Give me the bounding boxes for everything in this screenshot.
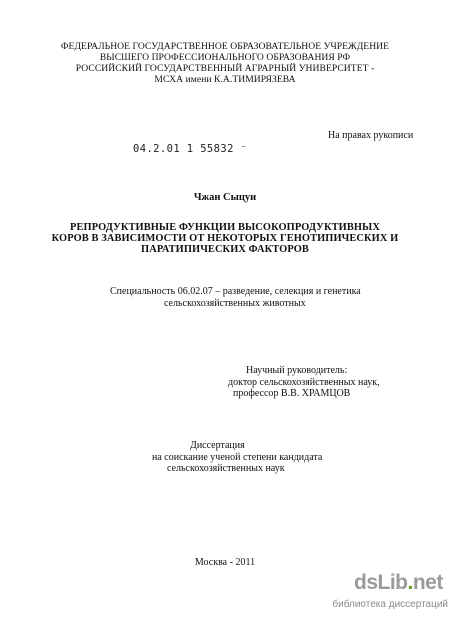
registry-number-stamp: 04.2.01 1 55832 ⁻ (133, 143, 248, 155)
institution-line: ВЫСШЕГО ПРОФЕССИОНАЛЬНОГО ОБРАЗОВАНИЯ РФ (99, 52, 351, 63)
manuscript-rights-note: На правах рукописи (328, 130, 414, 141)
degree-field: сельскохозяйственных наук (167, 463, 285, 474)
institution-header (0, 41, 450, 85)
specialty (0, 286, 450, 309)
dissertation-label: Диссертация (190, 440, 245, 451)
institution-line: ФЕДЕРАЛЬНОЕ ГОСУДАРСТВЕННОЕ ОБРАЗОВАТЕЛЬНОЕ УЧРЕЖДЕНИЕ (60, 41, 390, 52)
degree-line: на соискание ученой степени кандидата (152, 451, 323, 463)
title-line: ПАРАТИПИЧЕСКИХ ФАКТОРОВ (141, 244, 309, 255)
dissertation-title (0, 222, 450, 255)
specialty-line: Специальность 06.02.07 – разведение, селекция и генетика (110, 286, 361, 297)
dslib-watermark (332, 571, 448, 615)
advisor-name: профессор В.В. ХРАМЦОВ (233, 388, 351, 399)
advisor-degree: доктор сельскохозяйственных наук, (228, 376, 380, 388)
city-year: Москва - 2011 (194, 557, 256, 568)
author-name: Чжан Сыцуи (193, 192, 257, 203)
dissertation-info (0, 440, 450, 475)
dslib-subtitle: библиотека диссертаций (332, 599, 448, 610)
institution-line: МСХА имени К.А.ТИМИРЯЗЕВА (154, 74, 296, 85)
advisor-label: Научный руководитель: (246, 365, 348, 376)
title-line: КОРОВ В ЗАВИСИМОСТИ ОТ НЕКОТОРЫХ ГЕНОТИПИЧЕСКИХ И (51, 233, 399, 244)
scientific-advisor (0, 365, 450, 400)
dslib-logo: dsLib.net (354, 571, 443, 594)
specialty-line: сельскохозяйственных животных (164, 297, 306, 309)
title-line: РЕПРОДУКТИВНЫЕ ФУНКЦИИ ВЫСОКОПРОДУКТИВНЫХ (70, 222, 380, 233)
institution-line: РОССИЙСКИЙ ГОСУДАРСТВЕННЫЙ АГРАРНЫЙ УНИВЕРСИТЕТ - (75, 63, 375, 74)
